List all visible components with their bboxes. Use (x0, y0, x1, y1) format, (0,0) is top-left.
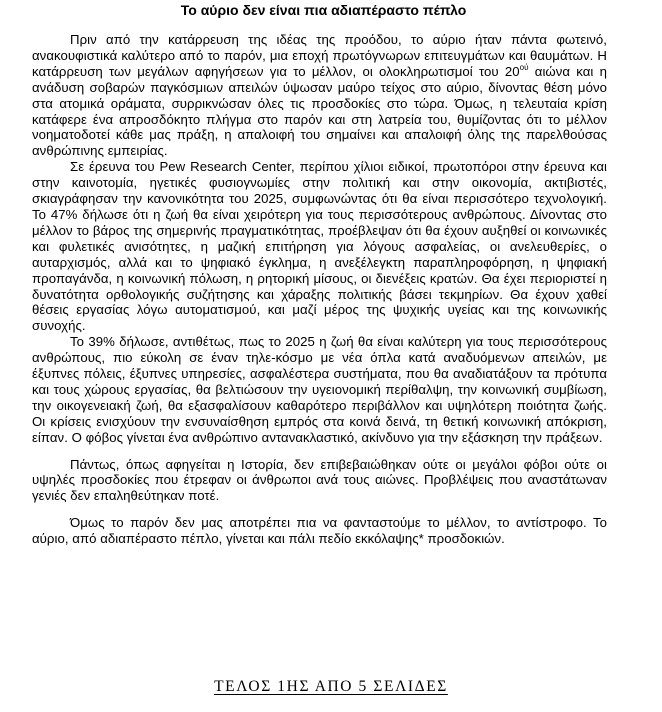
paragraph-1-part-1: Πριν από την κατάρρευση της ιδέας της προόδου, το αύριο ήταν πάντα φωτεινό, ανακουφιστικά καλύτερο από το παρόν, μια εποχή πρωτόγνωρων επιτευγμάτων και θαυμάτων. Η κατάρρευση των μεγάλων αφηγήσεων για το μέλλον, οι ολοκληρωτισμοί του 20 (32, 32, 607, 79)
ordinal-superscript: ού (519, 62, 529, 72)
paragraph-4: Πάντως, όπως αφηγείται η Ιστορία, δεν επιβεβαιώθηκαν ούτε οι μεγάλοι φόβοι ούτε οι υψηλές προσδοκίες που έτρεφαν οι άνθρωποι ανά τους αιώνες. Προβλέψεις που αναστάτωναν γενιές δεν επαληθεύτηκαν ποτέ. (32, 456, 607, 504)
paragraph-1-part-2: αιώνα και η ανάδυση σοβαρών παγκόσμιων απειλών ύψωσαν μαύρο τείχος στο αύριο, δίνοντας θέση μόνο στα ατομικά οράματα, συρρικνώσαν όλες τις προσδοκίες στο τώρα. Όμως, η τελευταία κρίση κατάφερε ένα απροσδόκητο πλήγμα στο παρόν και στη λατρεία του, θυμίζοντας ότι το μέλλον νοηματοδοτεί κάθε μας πράξη, η απαλοιφή του σημαίνει και απαλοιφή όλης της παρελθούσας ανθρώπινης εμπειρίας. (32, 63, 607, 159)
document-body (32, 32, 607, 547)
paragraph-1 (32, 32, 607, 159)
page-footer: ΤΕΛΟΣ 1ΗΣ ΑΠΟ 5 ΣΕΛΙΔΕΣ (214, 678, 448, 695)
document-title: Το αύριο δεν είναι πια αδιαπέραστο πέπλο (180, 2, 467, 18)
paragraph-3: Το 39% δήλωσε, αντιθέτως, πως το 2025 η ζωή θα είναι καλύτερη για τους περισσότερους ανθρώπους, πιο εύκολη σε έναν τηλε-κόσμο με νέα όπλα κατά αναδυόμενων απειλών, με έξυπνες πόλεις, έξυπνες υπηρεσίες, ασφαλέστερα συστήματα, που θα αναδιατάξουν τα πρότυπα και τους χώρους εργασίας, θα βελτιώσουν την υγειονομική περίθαλψη, την κοινωνική συμβίωση, την οικογενειακή ζωή, θα εξασφαλίσουν καθαρότερο περιβάλλον και υψηλότερη ποιότητα ζωής. Οι κρίσεις ενισχύουν την ενσυναίσθηση εμπρός στα κοινά δεινά, τη θετική κοινωνική απόκριση, είπαν. Ο φόβος γίνεται ένα ανθρώπινο αντανακλαστικό, ακίνδυνο για την εξάσκηση την πράξεων. (32, 334, 607, 445)
paragraph-5: Όμως το παρόν δεν μας αποτρέπει πια να φανταστούμε το μέλλον, το αντίστροφο. Το αύριο, από αδιαπέραστο πέπλο, γίνεται και πάλι πεδίο εκκόλαψης* προσδοκιών. (32, 515, 607, 547)
paragraph-2: Σε έρευνα του Pew Research Center, περίπου χίλιοι ειδικοί, πρωτοπόροι στην έρευνα και στην καινοτομία, ηγετικές φυσιογνωμίες στην πολιτική και στην οικονομία, ακτιβιστές, σκιαγράφησαν την κανονικότητα του 2025, συμφωνώντας ότι θα είναι περισσότερο τεχνολογική. Το 47% δήλωσε ότι η ζωή θα είναι χειρότερη για τους περισσότερους ανθρώπους. Δίνοντας στο μέλλον το βάρος της σημερινής πραγματικότητας, προέβλεψαν ότι θα έχουν αυξηθεί οι κοινωνικές και φυλετικές ανισότητες, η μαζική επιτήρηση για λόγους ασφαλείας, οι ανελευθερίες, ο αυταρχισμός, αλλά και το ψηφιακό έγκλημα, η ανεξέλεγκτη παραπληροφόρηση, η ψηφιακή προπαγάνδα, η κοινωνική πόλωση, η ρητορική μίσους, οι διενέξεις κρατών. Θα έχει περιοριστεί η δυνατότητα ορθολογικής συζήτησης και χάραξης πολιτικής βάσει τεκμηρίων. Θα έχουν χαθεί θέσεις εργασίας λόγω αυτοματισμού, και μαζί μέρος της ψυχικής υγείας και της κοινωνικής συνοχής. (32, 159, 607, 334)
document-page (32, 0, 607, 547)
